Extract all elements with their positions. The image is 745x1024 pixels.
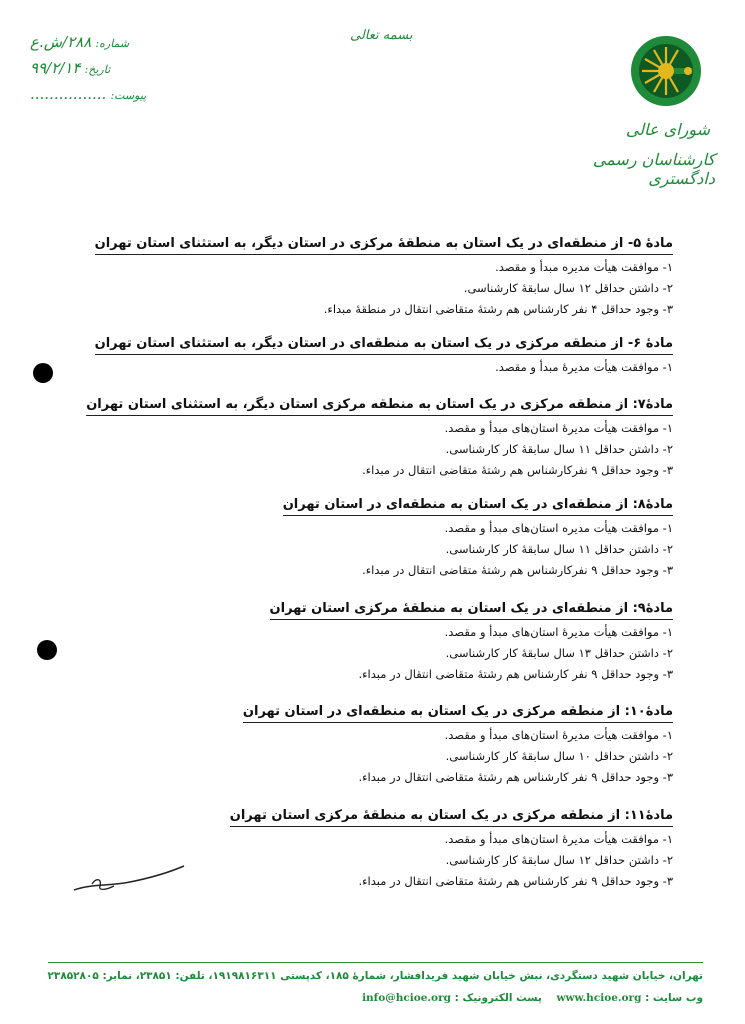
list-item: ۱- موافقت هیأت مدیرۀ استان‌های مبدأ و مقصد. [444, 832, 673, 846]
list-item: ۳- وجود حداقل ۹ نفر کارشناس هم رشتۀ متقاضی انتقال در مبداء. [358, 770, 673, 784]
list-item: ۳- وجود حداقل ۹ نفرکارشناس هم رشتۀ متقاضی انتقال در مبداء. [362, 563, 673, 577]
list-item: ۳- وجود حداقل ۴ نفر کارشناس هم رشتۀ متقاضی انتقال در منطقۀ مبداء. [323, 302, 673, 316]
letter-number [30, 30, 150, 56]
footer-divider [48, 962, 703, 963]
list-item: ۱- موافقت هیأت مدیرۀ استان‌های مبدأ و مقصد. [444, 421, 673, 435]
article-title: مادۀ ۵- از منطقه‌ای در یک استان به منطقۀ مرکزی در استان دیگر، به استثنای استان تهران [95, 235, 673, 255]
number-value: ۲۸۸/ش.ع [30, 33, 92, 51]
letter-date [30, 56, 150, 82]
list-item: ۲- داشتن حداقل ۱۲ سال سابقۀ کار کارشناسی. [445, 853, 673, 867]
article-7 [86, 393, 673, 481]
article-title: مادۀ ۶- از منطقه مرکزی در یک استان به منطقه‌ای در استان دیگر، به استثنای استان تهران [95, 335, 673, 355]
email-label: پست الکترونیک : [454, 992, 542, 1004]
attachment-label: پیوست: [110, 89, 147, 102]
list-item: ۲- داشتن حداقل ۱۱ سال سابقۀ کار کارشناسی. [445, 442, 673, 456]
list-item: ۳- وجود حداقل ۹ نفر کارشناس هم رشتۀ متقاضی انتقال در مبداء. [358, 667, 673, 681]
attachment-value: ................ [30, 85, 107, 103]
article-8 [283, 493, 673, 581]
article-6 [95, 332, 673, 378]
list-item: ۱- موافقت هیأت مدیره استان‌های مبدأ و مقصد. [444, 521, 673, 535]
hcioe-logo-icon [630, 35, 702, 107]
article-9 [270, 597, 673, 685]
article-title: مادۀ۱۰: از منطقه مرکزی در یک استان به منطقه‌ای در استان تهران [243, 703, 673, 723]
punch-hole [37, 640, 57, 660]
email-link[interactable]: info@hcioe.org [362, 992, 451, 1004]
article-5 [95, 232, 673, 320]
list-item: ۲- داشتن حداقل ۱۳ سال سابقۀ کار کارشناسی. [445, 646, 673, 660]
list-item: ۱- موافقت هیأت مدیرۀ استان‌های مبدأ و مقصد. [444, 728, 673, 742]
list-item: ۱- موافقت هیأت مدیره مبدأ و مقصد. [495, 260, 673, 274]
list-item: ۱- موافقت هیأت مدیرۀ استان‌های مبدأ و مقصد. [444, 625, 673, 639]
article-title: مادۀ۹: از منطقه‌ای در یک استان به منطقۀ مرکزی استان تهران [270, 600, 673, 620]
website-label: وب سایت : [645, 992, 703, 1004]
list-item: ۳- وجود حداقل ۹ نفرکارشناس هم رشتۀ متقاضی انتقال در مبداء. [362, 463, 673, 477]
footer-address: تهران، خیابان شهید دستگردی، نبش خیابان شهید فریدافشار، شمارۀ ۱۸۵، کدپستی ۱۹۱۹۸۱۶۳۱۱، تلفن: ۲۳۸۵۱، نمابر: ۲۳۸۵۲۸۰۵ [47, 970, 703, 982]
number-label: شماره: [95, 37, 130, 50]
article-10 [243, 700, 673, 788]
letter-attachment [30, 82, 150, 108]
list-item: ۲- داشتن حداقل ۱۰ سال سابقۀ کار کارشناسی. [445, 749, 673, 763]
punch-hole [33, 363, 53, 383]
article-11 [230, 804, 673, 892]
date-label: تاریخ: [84, 63, 111, 76]
org-name-line1: شورای عالی [625, 120, 710, 139]
article-title: مادۀ۱۱: از منطقه مرکزی در یک استان به منطقۀ مرکزی استان تهران [230, 807, 673, 827]
article-title: مادۀ۷: از منطقه مرکزی در یک استان به منطقه مرکزی استان دیگر، به استثنای استان تهران [86, 396, 673, 416]
date-value: ۹۹/۲/۱۴ [30, 59, 81, 77]
org-name-line2: کارشناسان رسمی دادگستری [592, 150, 715, 188]
article-title: مادۀ۸: از منطقه‌ای در یک استان به منطقه‌ای در استان تهران [283, 496, 673, 516]
list-item: ۳- وجود حداقل ۹ نفر کارشناس هم رشتۀ متقاضی انتقال در مبداء. [358, 874, 673, 888]
footer-contacts [48, 992, 703, 1004]
handwritten-signature [70, 860, 190, 904]
list-item: ۲- داشتن حداقل ۱۲ سال سابقۀ کارشناسی. [463, 281, 673, 295]
list-item: ۱- موافقت هیأت مدیرۀ مبدأ و مقصد. [495, 360, 673, 374]
website-link[interactable]: www.hcioe.org [556, 992, 642, 1004]
letter-meta [30, 30, 150, 108]
basmala: بسمه تعالی [350, 28, 413, 43]
list-item: ۲- داشتن حداقل ۱۱ سال سابقۀ کار کارشناسی. [445, 542, 673, 556]
